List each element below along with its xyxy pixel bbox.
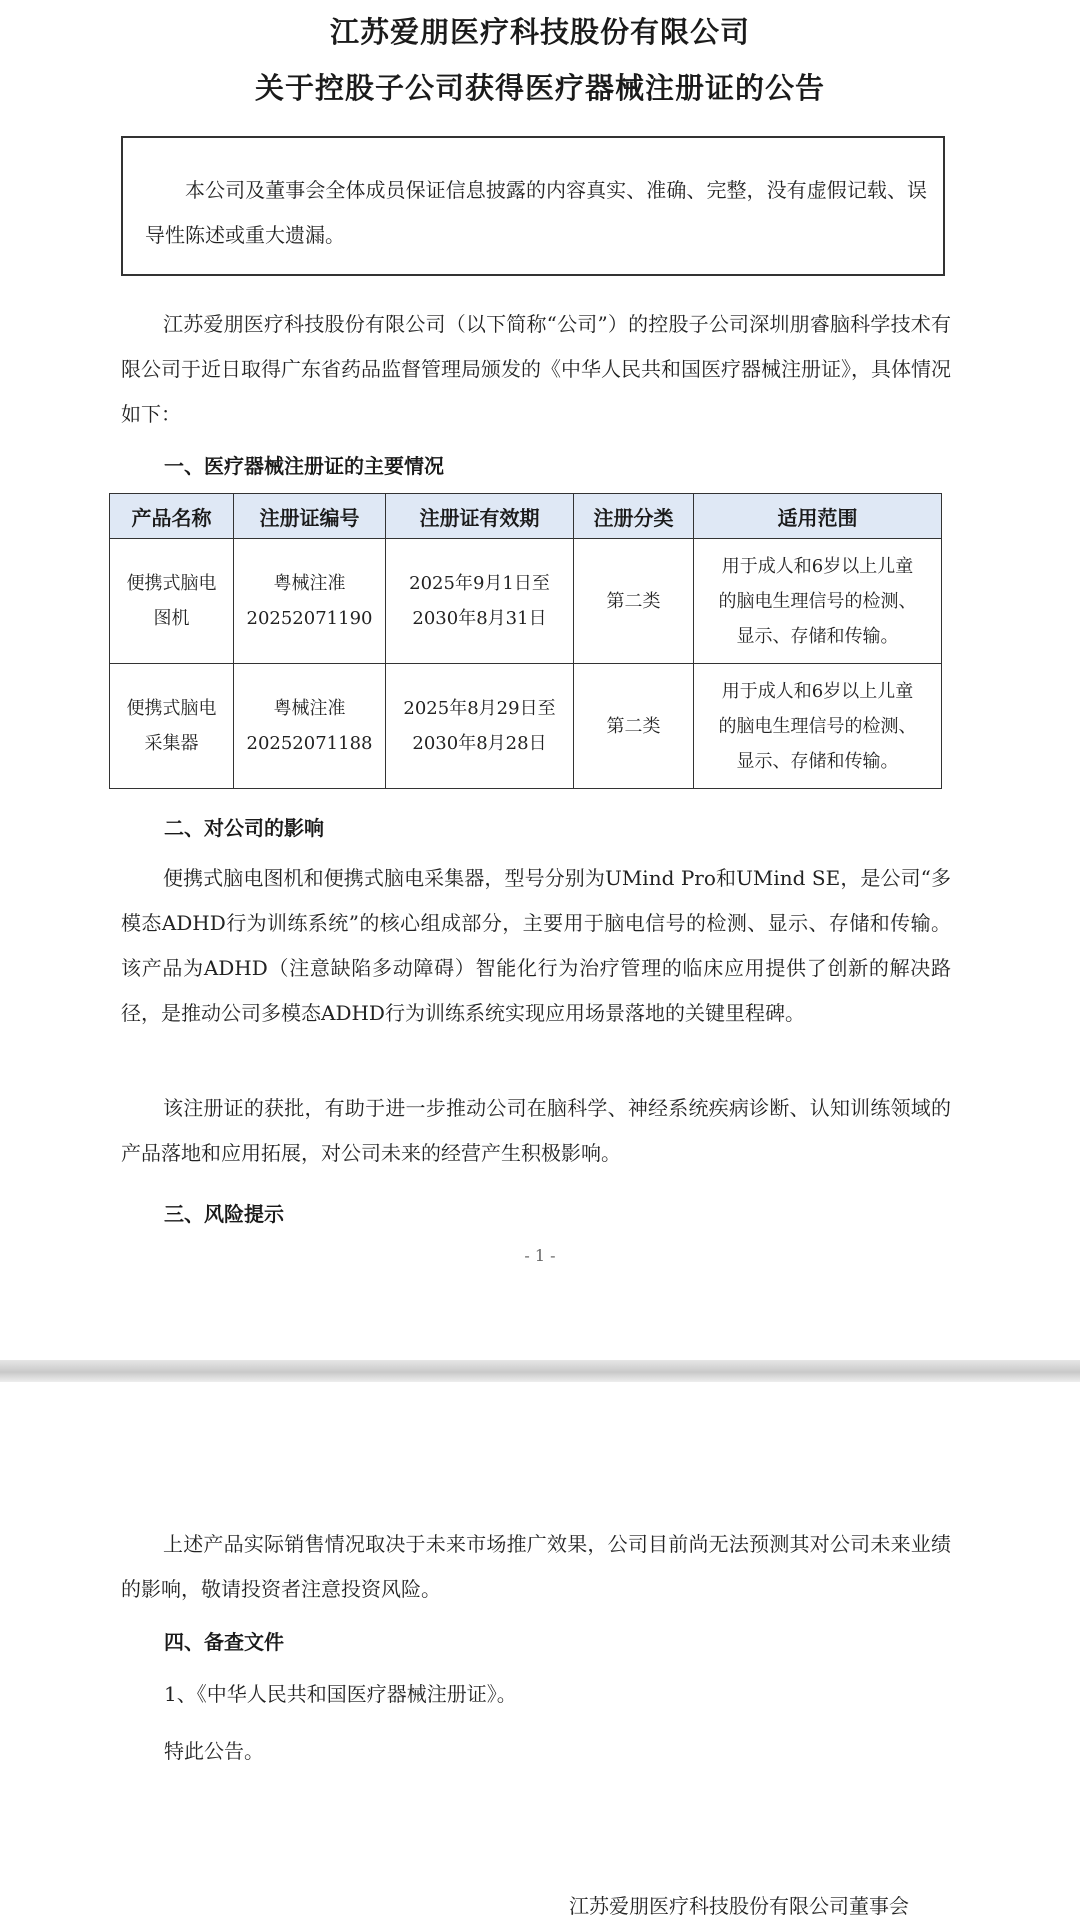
reference-item-1: 1、《中华人民共和国医疗器械注册证》。: [164, 1682, 517, 1706]
cell-line: 的脑电生理信号的检测、: [718, 590, 917, 612]
category-cell: 第二类: [574, 664, 694, 789]
impact-paragraph-1: 便携式脑电图机和便携式脑电采集器，型号分别为UMind Pro和UMind SE，是公司“多模态ADHD行为训练系统”的核心组成部分，主要用于脑电信号的检测、显示、存储和传输。该产品为ADHD（注意缺陷多动障碍）智能化行为治疗管理的临床应用提供了创新的解决路径，是推动公司多模态ADHD行为训练系统实现应用场景落地的关键里程碑。: [121, 866, 951, 1025]
cell-line: 2030年8月31日: [412, 608, 547, 629]
cell-line: 用于成人和6岁以上儿童: [721, 680, 914, 702]
cell-line: 粤械注准: [273, 698, 346, 719]
table-row: [110, 664, 942, 789]
cell-line: 20252071190: [246, 608, 373, 629]
product-name-cell: [110, 664, 234, 789]
disclosure-notice-box: [121, 136, 945, 276]
company-title: 江苏爱朋医疗科技股份有限公司: [329, 15, 750, 49]
section2-heading: 二、对公司的影响: [164, 816, 324, 840]
cell-line: 2025年9月1日至: [409, 573, 550, 594]
table-header-row: [110, 494, 942, 539]
cell-line: 显示、存储和传输。: [736, 750, 899, 772]
cell-line: 2030年8月28日: [412, 733, 547, 754]
cell-line: 便携式脑电: [126, 573, 217, 594]
cell-line: 粤械注准: [273, 573, 346, 594]
section1-heading: 一、医疗器械注册证的主要情况: [164, 454, 444, 478]
cell-line: 2025年8月29日至: [403, 698, 556, 719]
cell-line: 用于成人和6岁以上儿童: [721, 555, 914, 577]
disclosure-notice-text: 本公司及董事会全体成员保证信息披露的内容真实、准确、完整，没有虚假记载、误导性陈述或重大遗漏。: [145, 178, 927, 247]
intro-paragraph: 江苏爱朋医疗科技股份有限公司（以下简称“公司”）的控股子公司深圳朋睿脑科学技术有限公司于近日取得广东省药品监督管理局颁发的《中华人民共和国医疗器械注册证》，具体情况如下：: [121, 312, 951, 426]
section3-heading: 三、风险提示: [164, 1202, 284, 1226]
registration-table: [109, 493, 942, 789]
col-header-category: 注册分类: [574, 494, 694, 539]
page-two: [0, 1382, 1080, 1929]
risk-paragraph: 上述产品实际销售情况取决于未来市场推广效果，公司目前尚无法预测其对公司未来业绩的影响，敬请投资者注意投资风险。: [121, 1532, 951, 1601]
col-header-product-name: 产品名称: [110, 494, 234, 539]
cell-line: 20252071188: [246, 733, 373, 754]
col-header-validity: 注册证有效期: [386, 494, 574, 539]
section4-heading: 四、备查文件: [164, 1630, 284, 1654]
cell-line: 的脑电生理信号的检测、: [718, 715, 917, 737]
closing-statement: 特此公告。: [164, 1739, 264, 1763]
cell-line: 便携式脑电: [126, 698, 217, 719]
col-header-scope: 适用范围: [694, 494, 942, 539]
validity-cell: [386, 539, 574, 664]
product-name-cell: [110, 539, 234, 664]
scope-cell: [694, 664, 942, 789]
validity-cell: [386, 664, 574, 789]
board-signature: 江苏爱朋医疗科技股份有限公司董事会: [569, 1894, 909, 1918]
announcement-title: 关于控股子公司获得医疗器械注册证的公告: [254, 71, 825, 105]
impact-paragraph-2: 该注册证的获批，有助于进一步推动公司在脑科学、神经系统疾病诊断、认知训练领域的产品落地和应用拓展，对公司未来的经营产生积极影响。: [121, 1096, 951, 1165]
page-break-divider: [0, 1360, 1080, 1382]
page-number: - 1 -: [524, 1246, 556, 1265]
reg-number-cell: [234, 539, 386, 664]
cell-line: 图机: [153, 608, 190, 629]
cell-line: 采集器: [144, 733, 199, 754]
reg-number-cell: [234, 664, 386, 789]
col-header-reg-number: 注册证编号: [234, 494, 386, 539]
scope-cell: [694, 539, 942, 664]
table-row: [110, 539, 942, 664]
category-cell: 第二类: [574, 539, 694, 664]
cell-line: 显示、存储和传输。: [736, 625, 899, 647]
